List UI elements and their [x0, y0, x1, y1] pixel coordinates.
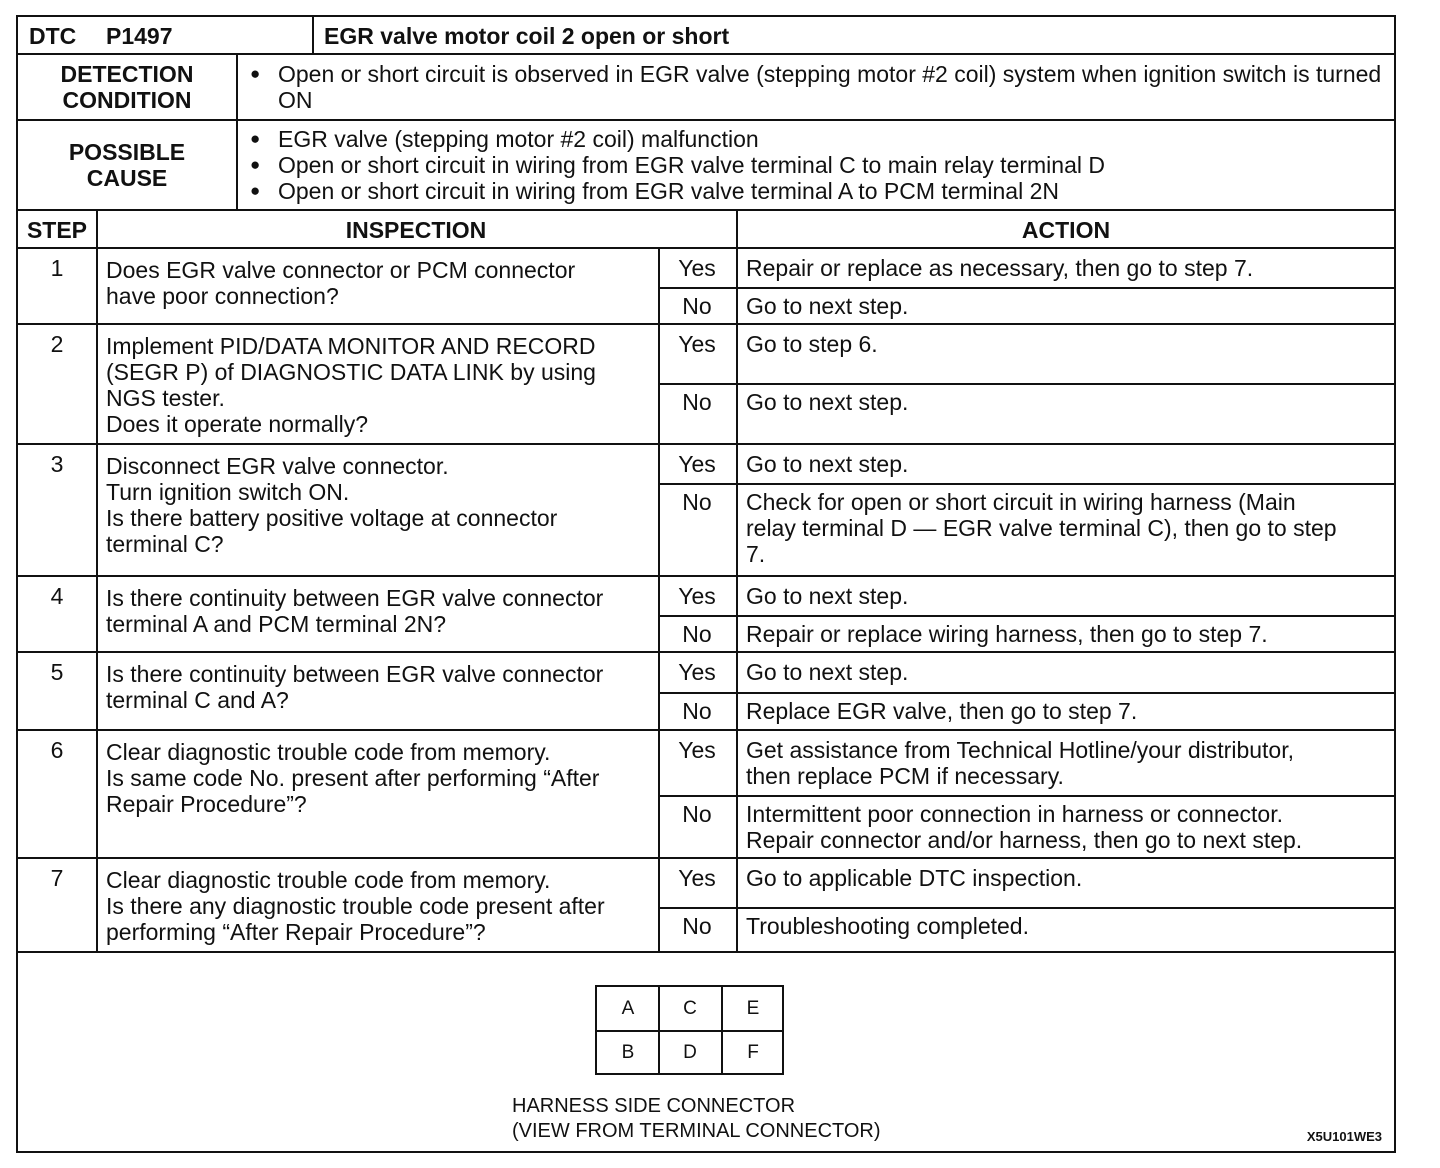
step-number: 5	[50, 659, 64, 685]
yes-label: Yes	[678, 659, 716, 685]
no-label: No	[682, 913, 712, 939]
cause-item: ● Open or short circuit in wiring from EGR valve terminal C to main relay terminal D	[240, 152, 1390, 178]
connector-pin: D	[683, 1042, 697, 1063]
no-label: No	[682, 293, 712, 319]
step-inspection: Clear diagnostic trouble code from memory. Is same code No. present after performing “After Repair Procedure”?	[106, 739, 600, 817]
no-label: No	[682, 489, 712, 515]
yes-label: Yes	[678, 451, 716, 477]
detection-list	[240, 61, 1390, 113]
no-action: Troubleshooting completed.	[746, 913, 1029, 939]
no-action: Replace EGR valve, then go to step 7.	[746, 698, 1138, 724]
connector-pin: B	[621, 1042, 635, 1063]
inspection-header: INSPECTION	[345, 217, 487, 243]
connector-pin: A	[621, 998, 635, 1019]
step-inspection: Does EGR valve connector or PCM connector have poor connection?	[106, 257, 576, 309]
no-label: No	[682, 389, 712, 415]
cause-list	[240, 126, 1390, 204]
connector-pin: C	[683, 998, 697, 1019]
table-row	[18, 653, 1394, 731]
table-row	[18, 859, 1394, 953]
dtc-title: EGR valve motor coil 2 open or short	[324, 23, 730, 49]
connector-pin: E	[746, 998, 760, 1019]
cause-item: ● EGR valve (stepping motor #2 coil) malfunction	[240, 126, 1390, 152]
detection-label: DETECTION CONDITION	[60, 61, 194, 113]
yes-action: Go to next step.	[746, 451, 909, 477]
cause-label: POSSIBLE CAUSE	[68, 139, 186, 191]
yes-action: Go to next step.	[746, 583, 909, 609]
figure-code: X5U101WE3	[1306, 1129, 1382, 1144]
table-row	[18, 731, 1394, 859]
yes-label: Yes	[678, 737, 716, 763]
step-inspection: Implement PID/DATA MONITOR AND RECORD (SEGR P) of DIAGNOSTIC DATA LINK by using NGS tester. Does it operate normally?	[106, 333, 596, 437]
step-number: 7	[50, 865, 64, 891]
table-row	[18, 325, 1394, 445]
step-number: 1	[50, 255, 64, 281]
detection-item: ● Open or short circuit is observed in EGR valve (stepping motor #2 coil) system when ignition switch is turned ON	[240, 61, 1390, 113]
dtc-document	[16, 15, 1396, 1153]
step-header: STEP	[26, 217, 88, 243]
step-inspection: Disconnect EGR valve connector. Turn ignition switch ON. Is there battery positive voltage at connector terminal C?	[106, 453, 558, 557]
step-number: 3	[50, 451, 64, 477]
yes-action: Get assistance from Technical Hotline/your distributor, then replace PCM if necessary.	[746, 737, 1294, 789]
dtc-code: P1497	[106, 23, 173, 49]
no-action: Check for open or short circuit in wiring harness (Main relay terminal D — EGR valve terminal C), then go to step 7.	[746, 489, 1337, 567]
no-action: Repair or replace wiring harness, then go to step 7.	[746, 621, 1268, 647]
yes-label: Yes	[678, 865, 716, 891]
yes-action: Go to applicable DTC inspection.	[746, 865, 1083, 891]
yes-label: Yes	[678, 583, 716, 609]
table-row	[18, 445, 1394, 577]
yes-label: Yes	[678, 255, 716, 281]
no-label: No	[682, 801, 712, 827]
table-header-row	[18, 211, 1394, 249]
cause-item: ● Open or short circuit in wiring from EGR valve terminal A to PCM terminal 2N	[240, 178, 1390, 204]
no-action: Go to next step.	[746, 293, 909, 319]
dtc-label: DTC	[29, 23, 77, 49]
header-row	[18, 17, 1394, 55]
yes-label: Yes	[678, 331, 716, 357]
yes-action: Repair or replace as necessary, then go to step 7.	[746, 255, 1254, 281]
no-action: Intermittent poor connection in harness or connector. Repair connector and/or harness, then go to next step.	[746, 801, 1303, 853]
step-number: 2	[50, 331, 64, 357]
table-row	[18, 577, 1394, 653]
yes-action: Go to step 6.	[746, 331, 878, 357]
action-header: ACTION	[1021, 217, 1111, 243]
yes-action: Go to next step.	[746, 659, 909, 685]
connector-caption: HARNESS SIDE CONNECTOR (VIEW FROM TERMINAL CONNECTOR)	[512, 1095, 881, 1142]
step-inspection: Is there continuity between EGR valve connector terminal A and PCM terminal 2N?	[106, 585, 604, 637]
connector-pin: F	[747, 1042, 759, 1063]
table-row	[18, 249, 1394, 325]
step-number: 6	[50, 737, 64, 763]
step-inspection: Clear diagnostic trouble code from memory. Is there any diagnostic trouble code present after performing “After Repair Procedure”?	[106, 867, 605, 945]
step-number: 4	[50, 583, 64, 609]
step-inspection: Is there continuity between EGR valve connector terminal C and A?	[106, 661, 604, 713]
no-action: Go to next step.	[746, 389, 909, 415]
harness-connector-diagram	[595, 985, 784, 1075]
detection-row	[18, 55, 1394, 121]
cause-row	[18, 121, 1394, 211]
no-label: No	[682, 698, 712, 724]
no-label: No	[682, 621, 712, 647]
